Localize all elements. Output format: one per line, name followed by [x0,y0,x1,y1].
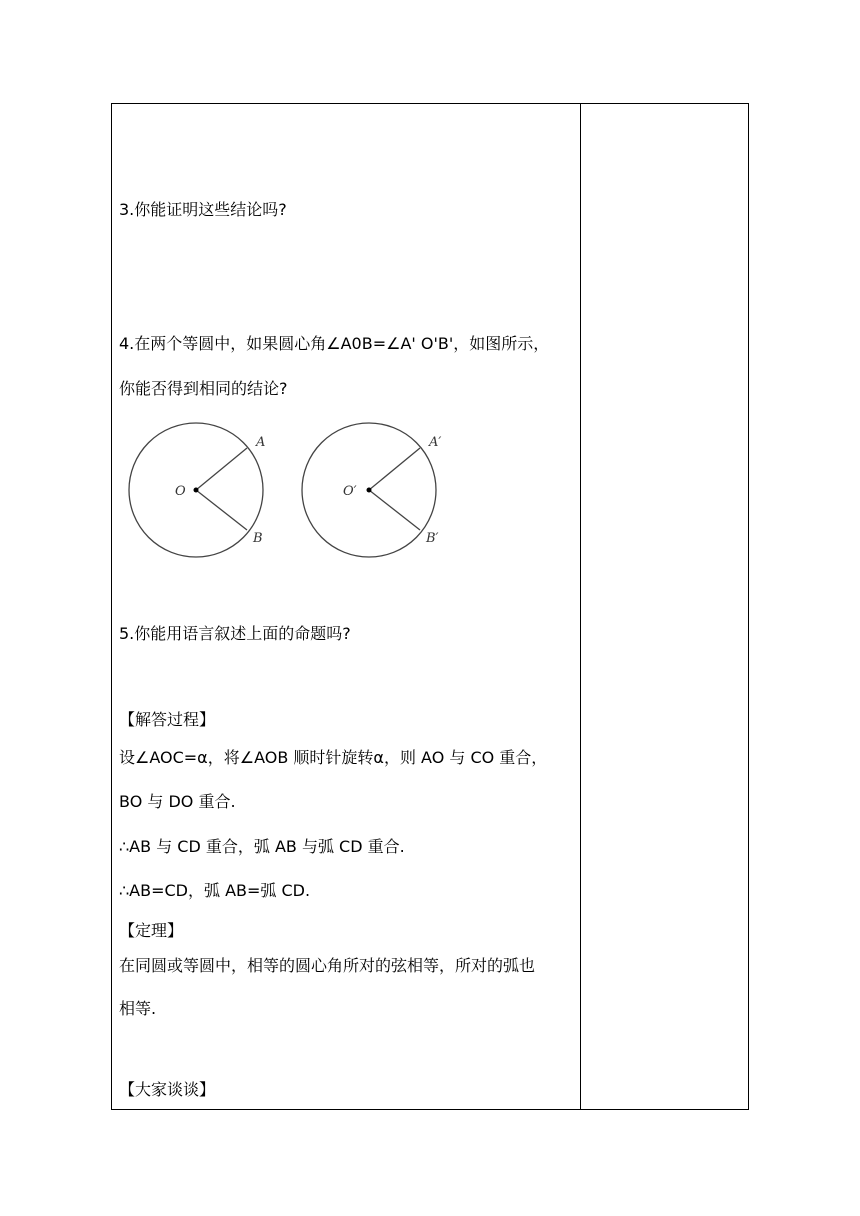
label-a: A [256,435,266,450]
label-a-prime: A′ [429,435,442,450]
question-3: 3.你能证明这些结论吗? [119,200,287,219]
question-4-line-1: 4.在两个等圆中，如果圆心角∠A0B=∠A' O'B'，如图所示， [119,334,550,353]
left-center-point [194,488,199,493]
discussion-heading: 【大家谈谈】 [119,1080,216,1099]
right-radius-oa [369,448,420,490]
theorem-heading: 【定理】 [119,921,184,940]
left-radius-oa [196,448,247,490]
solution-line-3: ∴AB 与 CD 重合，弧 AB 与弧 CD 重合. [119,837,405,856]
solution-line-2: BO 与 DO 重合. [119,792,236,811]
label-o-prime: O′ [343,484,357,499]
right-radius-ob [369,490,420,530]
right-circle-diagram [302,423,441,557]
solution-line-4: ∴AB=CD，弧 AB=弧 CD. [119,881,311,900]
left-circle-diagram [129,423,265,557]
label-b-prime: B′ [426,531,439,546]
theorem-line-1: 在同圆或等圆中，相等的圆心角所对的弦相等，所对的弧也 [119,956,536,975]
column-divider [580,103,581,1110]
right-center-point [367,488,372,493]
theorem-line-2: 相等. [119,999,157,1018]
solution-heading: 【解答过程】 [119,710,216,729]
equal-circles-figure [119,418,459,568]
question-4-line-2: 你能否得到相同的结论? [119,379,288,398]
solution-line-1: 设∠AOC=α，将∠AOB 顺时针旋转α，则 AO 与 CO 重合， [119,748,548,767]
left-radius-ob [196,490,247,530]
label-o: O [175,484,186,499]
question-5: 5.你能用语言叙述上面的命题吗? [119,624,351,643]
label-b: B [253,531,263,546]
